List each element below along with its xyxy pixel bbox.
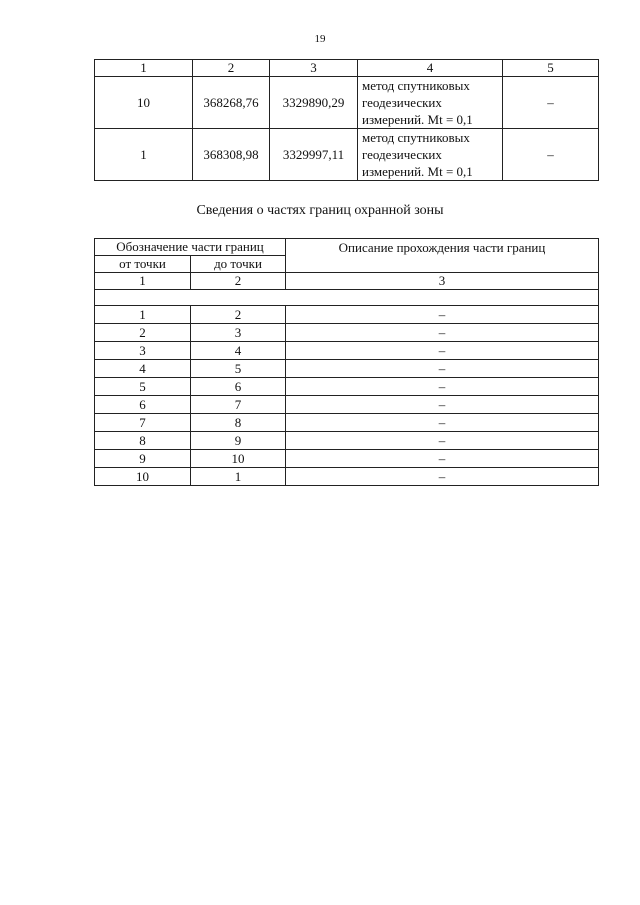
from-point: 5 (95, 378, 191, 396)
to-point: 3 (191, 324, 286, 342)
description-cell: – (286, 378, 599, 396)
coordinate-x: 368308,98 (193, 129, 270, 181)
method-line: геодезических (362, 147, 442, 162)
coordinate-y: 3329890,29 (270, 77, 358, 129)
measurement-method (358, 129, 503, 181)
header-from: от точки (95, 256, 191, 273)
header-group: Обозначение части границ (95, 239, 286, 256)
to-point: 8 (191, 414, 286, 432)
table-row (95, 306, 599, 324)
table-row (95, 432, 599, 450)
column-number: 2 (193, 60, 270, 77)
to-point: 10 (191, 450, 286, 468)
description-cell: – (286, 414, 599, 432)
table-row (95, 378, 599, 396)
description-cell: – (286, 468, 599, 486)
note-cell: – (503, 129, 599, 181)
header-row (95, 239, 599, 256)
column-number-row (95, 273, 599, 290)
from-point: 4 (95, 360, 191, 378)
coordinate-y: 3329997,11 (270, 129, 358, 181)
point-number: 10 (95, 77, 193, 129)
method-line: измерений. Mt = 0,1 (362, 164, 473, 179)
column-number: 2 (191, 273, 286, 290)
spacer-row (95, 290, 599, 306)
table-row (95, 414, 599, 432)
empty-cell (95, 290, 599, 306)
method-line: метод спутниковых (362, 130, 470, 145)
table-row (95, 342, 599, 360)
description-cell: – (286, 450, 599, 468)
from-point: 1 (95, 306, 191, 324)
from-point: 9 (95, 450, 191, 468)
table-row (95, 129, 599, 181)
column-number: 1 (95, 273, 191, 290)
table-row (95, 396, 599, 414)
from-point: 10 (95, 468, 191, 486)
table-row (95, 360, 599, 378)
header-to: до точки (191, 256, 286, 273)
to-point: 1 (191, 468, 286, 486)
coordinates-table (94, 59, 599, 181)
description-cell: – (286, 306, 599, 324)
description-cell: – (286, 360, 599, 378)
to-point: 7 (191, 396, 286, 414)
to-point: 5 (191, 360, 286, 378)
from-point: 2 (95, 324, 191, 342)
description-cell: – (286, 432, 599, 450)
to-point: 6 (191, 378, 286, 396)
from-point: 8 (95, 432, 191, 450)
coordinate-x: 368268,76 (193, 77, 270, 129)
page-number: 19 (314, 33, 326, 45)
point-number: 1 (95, 129, 193, 181)
note-cell: – (503, 77, 599, 129)
from-point: 7 (95, 414, 191, 432)
coordinates-header-row (95, 60, 599, 77)
from-point: 3 (95, 342, 191, 360)
to-point: 4 (191, 342, 286, 360)
column-number: 4 (358, 60, 503, 77)
column-number: 3 (270, 60, 358, 77)
description-cell: – (286, 396, 599, 414)
from-point: 6 (95, 396, 191, 414)
column-number: 3 (286, 273, 599, 290)
table-row (95, 468, 599, 486)
header-description: Описание прохождения части границ (286, 239, 599, 273)
method-line: измерений. Mt = 0,1 (362, 112, 473, 127)
boundary-parts-table (94, 238, 599, 486)
measurement-method (358, 77, 503, 129)
description-cell: – (286, 342, 599, 360)
column-number: 1 (95, 60, 193, 77)
table-row (95, 77, 599, 129)
to-point: 9 (191, 432, 286, 450)
column-number: 5 (503, 60, 599, 77)
method-line: геодезических (362, 95, 442, 110)
table-row (95, 324, 599, 342)
method-line: метод спутниковых (362, 78, 470, 93)
section-title: Сведения о частях границ охранной зоны (196, 203, 444, 218)
table-row (95, 450, 599, 468)
to-point: 2 (191, 306, 286, 324)
description-cell: – (286, 324, 599, 342)
